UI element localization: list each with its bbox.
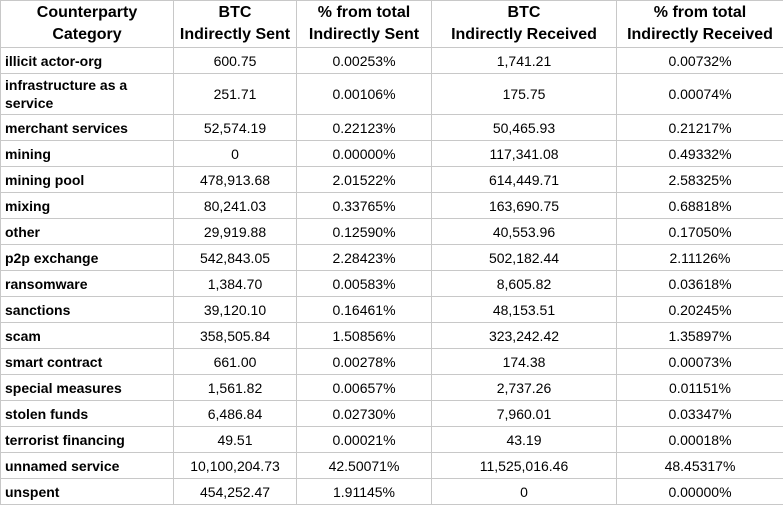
cell-btc-received: 175.75 — [432, 74, 617, 115]
cell-pct-received: 0.00018% — [617, 427, 783, 453]
cell-btc-received: 0 — [432, 479, 617, 505]
table-row — [1, 349, 783, 375]
cell-btc-sent: 358,505.84 — [174, 323, 297, 349]
cell-pct-sent: 2.01522% — [297, 167, 432, 193]
header-btc-sent — [174, 1, 297, 48]
cell-pct-sent: 0.00278% — [297, 349, 432, 375]
header-line: Category — [52, 26, 122, 43]
cell-category: mixing — [1, 193, 174, 219]
header-btc-received — [432, 1, 617, 48]
header-line: % from total — [317, 4, 411, 21]
cell-btc-received: 7,960.01 — [432, 401, 617, 427]
cell-category: stolen funds — [1, 401, 174, 427]
cell-pct-sent: 1.50856% — [297, 323, 432, 349]
cell-btc-received: 323,242.42 — [432, 323, 617, 349]
cell-btc-sent: 454,252.47 — [174, 479, 297, 505]
header-line: Indirectly Sent — [308, 26, 420, 43]
cell-btc-received: 502,182.44 — [432, 245, 617, 271]
cell-pct-sent: 0.12590% — [297, 219, 432, 245]
cell-pct-received: 0.00000% — [617, 479, 783, 505]
cell-btc-sent: 0 — [174, 141, 297, 167]
cell-btc-received: 163,690.75 — [432, 193, 617, 219]
table-row — [1, 427, 783, 453]
cell-pct-received: 0.00073% — [617, 349, 783, 375]
cell-btc-sent: 661.00 — [174, 349, 297, 375]
cell-btc-received: 117,341.08 — [432, 141, 617, 167]
cell-pct-received: 0.21217% — [617, 115, 783, 141]
cell-category: smart contract — [1, 349, 174, 375]
cell-btc-sent: 80,241.03 — [174, 193, 297, 219]
cell-category: illicit actor-org — [1, 48, 174, 74]
table-header — [1, 1, 783, 48]
cell-btc-sent: 39,120.10 — [174, 297, 297, 323]
table-row — [1, 141, 783, 167]
cell-pct-received: 0.49332% — [617, 141, 783, 167]
cell-category: scam — [1, 323, 174, 349]
header-pct-sent — [297, 1, 432, 48]
table-row — [1, 48, 783, 74]
cell-pct-sent: 0.00657% — [297, 375, 432, 401]
cell-btc-received: 2,737.26 — [432, 375, 617, 401]
header-line: BTC — [507, 4, 541, 21]
cell-pct-received: 0.00074% — [617, 74, 783, 115]
header-line: Counterparty — [36, 4, 138, 21]
cell-pct-sent: 0.00000% — [297, 141, 432, 167]
cell-pct-received: 48.45317% — [617, 453, 783, 479]
header-pct-received — [617, 1, 783, 48]
table-row — [1, 375, 783, 401]
cell-pct-sent: 0.02730% — [297, 401, 432, 427]
cell-btc-received: 43.19 — [432, 427, 617, 453]
cell-btc-received: 1,741.21 — [432, 48, 617, 74]
table-row — [1, 74, 783, 115]
table-row — [1, 219, 783, 245]
header-category — [1, 1, 174, 48]
cell-btc-received: 8,605.82 — [432, 271, 617, 297]
header-line: % from total — [653, 4, 747, 21]
cell-pct-received: 1.35897% — [617, 323, 783, 349]
cell-category: special measures — [1, 375, 174, 401]
cell-pct-received: 0.00732% — [617, 48, 783, 74]
cell-pct-sent: 0.33765% — [297, 193, 432, 219]
cell-category: sanctions — [1, 297, 174, 323]
cell-btc-sent: 6,486.84 — [174, 401, 297, 427]
cell-pct-received: 0.03618% — [617, 271, 783, 297]
cell-pct-sent: 2.28423% — [297, 245, 432, 271]
cell-pct-sent: 1.91145% — [297, 479, 432, 505]
cell-btc-sent: 542,843.05 — [174, 245, 297, 271]
cell-pct-received: 0.01151% — [617, 375, 783, 401]
header-line: Indirectly Sent — [179, 26, 291, 43]
table-row — [1, 245, 783, 271]
cell-pct-received: 0.03347% — [617, 401, 783, 427]
cell-category: merchant services — [1, 115, 174, 141]
cell-pct-sent: 0.00021% — [297, 427, 432, 453]
cell-pct-sent: 0.00583% — [297, 271, 432, 297]
table-row — [1, 115, 783, 141]
cell-pct-sent: 42.50071% — [297, 453, 432, 479]
table-row — [1, 323, 783, 349]
cell-category: ransomware — [1, 271, 174, 297]
cell-btc-sent: 600.75 — [174, 48, 297, 74]
cell-btc-sent: 251.71 — [174, 74, 297, 115]
cell-pct-received: 0.20245% — [617, 297, 783, 323]
table-body — [1, 48, 783, 505]
cell-btc-sent: 1,384.70 — [174, 271, 297, 297]
cell-pct-received: 0.17050% — [617, 219, 783, 245]
cell-btc-sent: 49.51 — [174, 427, 297, 453]
cell-btc-sent: 478,913.68 — [174, 167, 297, 193]
cell-category: terrorist financing — [1, 427, 174, 453]
cell-category: other — [1, 219, 174, 245]
table-row — [1, 401, 783, 427]
cell-btc-received: 174.38 — [432, 349, 617, 375]
cell-category: unnamed service — [1, 453, 174, 479]
table-row — [1, 479, 783, 505]
cell-btc-received: 40,553.96 — [432, 219, 617, 245]
table-row — [1, 453, 783, 479]
cell-btc-sent: 10,100,204.73 — [174, 453, 297, 479]
cell-pct-sent: 0.22123% — [297, 115, 432, 141]
cell-pct-received: 2.58325% — [617, 167, 783, 193]
cell-btc-sent: 52,574.19 — [174, 115, 297, 141]
cell-pct-sent: 0.16461% — [297, 297, 432, 323]
cell-btc-received: 50,465.93 — [432, 115, 617, 141]
cell-btc-sent: 29,919.88 — [174, 219, 297, 245]
table-row — [1, 297, 783, 323]
cell-category: p2p exchange — [1, 245, 174, 271]
cell-category: unspent — [1, 479, 174, 505]
table-row — [1, 193, 783, 219]
cell-category: infrastructure as a service — [1, 74, 174, 115]
cell-pct-sent: 0.00106% — [297, 74, 432, 115]
cell-pct-received: 2.11126% — [617, 245, 783, 271]
cell-btc-received: 48,153.51 — [432, 297, 617, 323]
header-row — [1, 1, 783, 48]
cell-btc-received: 11,525,016.46 — [432, 453, 617, 479]
table-row — [1, 271, 783, 297]
table-row — [1, 167, 783, 193]
cell-btc-received: 614,449.71 — [432, 167, 617, 193]
header-line: BTC — [218, 4, 252, 21]
cell-btc-sent: 1,561.82 — [174, 375, 297, 401]
cell-pct-received: 0.68818% — [617, 193, 783, 219]
header-line: Indirectly Received — [451, 26, 597, 43]
cell-pct-sent: 0.00253% — [297, 48, 432, 74]
header-line: Indirectly Received — [627, 26, 773, 43]
cell-category: mining pool — [1, 167, 174, 193]
cell-category: mining — [1, 141, 174, 167]
